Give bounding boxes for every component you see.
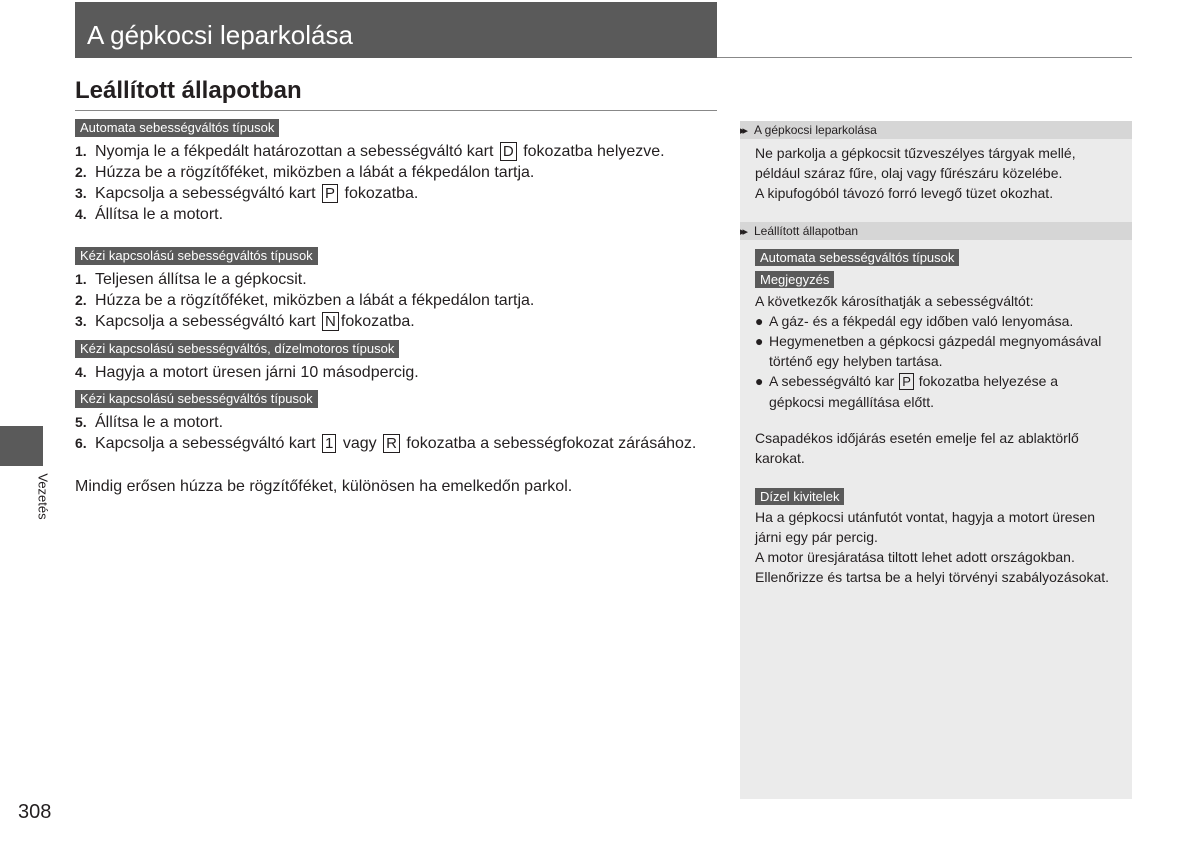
sidebar-diesel-3: A motor üresjáratása tiltott lehet adott országokban. xyxy=(755,549,1075,565)
sidebar-diesel-2: járni egy pár percig. xyxy=(755,529,878,545)
sidebar-diesel-4: Ellenőrizze és tartsa be a helyi törvényi szabályozásokat. xyxy=(755,569,1110,585)
step-manual-6: 6. Kapcsolja a sebességváltó kart 1 vagy R fokozatba a sebességfokozat zárásához. xyxy=(75,435,697,452)
gear-key-r: R xyxy=(383,434,400,453)
sidebar-bullet-1: ● A gáz- és a fékpedál egy időben való lenyomása. xyxy=(755,313,1074,329)
title-divider xyxy=(717,57,1132,58)
sidebar-intro: A következők károsíthatják a sebességváltót: xyxy=(755,293,1034,309)
tag-automatic: Automata sebességváltós típusok xyxy=(75,119,279,137)
step-auto-1: 1. Nyomja le a fékpedált határozottan a sebességváltó kart D fokozatba helyezve. xyxy=(75,143,665,160)
sidebar-text-3: A kipufogóból távozó forró levegő tüzet okozhat. xyxy=(755,185,1054,201)
chapter-label: Vezetés xyxy=(35,473,51,520)
sidebar-tag-automatic: Automata sebességváltós típusok xyxy=(755,249,959,266)
double-chevron-icon: ▸▸ xyxy=(740,125,746,137)
step-auto-2: 2. Húzza be a rögzítőféket, miközben a lábát a fékpedálon tartja. xyxy=(75,164,535,181)
sidebar-text-2: például száraz fűre, olaj vagy fűrészáru közelébe. xyxy=(755,165,1063,181)
page-number: 308 xyxy=(18,801,52,823)
gear-key-p: P xyxy=(899,373,914,390)
section-heading: Leállított állapotban xyxy=(75,77,302,104)
tag-diesel-manual: Kézi kapcsolású sebességváltós, dízelmotoros típusok xyxy=(75,340,399,358)
bullet-icon: ● xyxy=(755,373,764,389)
tag-manual-2: Kézi kapcsolású sebességváltós típusok xyxy=(75,390,318,408)
step-manual-3: 3. Kapcsolja a sebességváltó kart N fokozatba. xyxy=(75,313,415,330)
gear-key-p: P xyxy=(322,184,338,203)
step-manual-2: 2. Húzza be a rögzítőféket, miközben a lábát a fékpedálon tartja. xyxy=(75,292,535,309)
sidebar-rain-1: Csapadékos időjárás esetén emelje fel az ablaktörlő xyxy=(755,430,1079,446)
sidebar-bullet-3-cont: gépkocsi megállítása előtt. xyxy=(769,394,934,410)
sidebar-tag-note: Megjegyzés xyxy=(755,271,834,288)
tag-manual: Kézi kapcsolású sebességváltós típusok xyxy=(75,247,318,265)
closing-note: Mindig erősen húzza be rögzítőféket, különösen ha emelkedőn parkol. xyxy=(75,478,573,495)
page-title-bar xyxy=(75,2,717,58)
step-auto-3: 3. Kapcsolja a sebességváltó kart P fokozatba. xyxy=(75,185,419,202)
sidebar-bullet-2: ● Hegymenetben a gépkocsi gázpedál megnyomásával xyxy=(755,333,1102,349)
gear-key-n: N xyxy=(322,312,339,331)
sidebar-diesel-1: Ha a gépkocsi utánfutót vontat, hagyja a motort üresen xyxy=(755,509,1096,525)
gear-key-1: 1 xyxy=(322,434,336,453)
sidebar-text-1: Ne parkolja a gépkocsit tűzveszélyes tárgyak mellé, xyxy=(755,145,1076,161)
bullet-icon: ● xyxy=(755,313,764,329)
gear-key-d: D xyxy=(500,142,517,161)
sidebar-rain-2: karokat. xyxy=(755,450,805,466)
step-diesel-4: 4. Hagyja a motort üresen járni 10 másodpercig. xyxy=(75,364,419,381)
step-manual-5: 5. Állítsa le a motort. xyxy=(75,414,224,431)
bullet-icon: ● xyxy=(755,333,764,349)
page-title: A gépkocsi leparkolása xyxy=(87,20,353,50)
sidebar-bullet-3: ● A sebességváltó kar P fokozatba helyezése a xyxy=(755,373,1059,389)
sidebar-tag-diesel: Dízel kivitelek xyxy=(755,488,844,505)
sidebar-bullet-2-cont: történő egy helyben tartása. xyxy=(769,353,943,369)
chapter-tab xyxy=(0,426,43,466)
step-manual-1: 1. Teljesen állítsa le a gépkocsit. xyxy=(75,271,307,288)
section-divider xyxy=(75,110,717,111)
step-auto-4: 4. Állítsa le a motort. xyxy=(75,206,224,223)
sidebar-head-parking: ▸▸ A gépkocsi leparkolása xyxy=(740,121,1132,139)
double-chevron-icon: ▸▸ xyxy=(740,226,746,238)
sidebar-head-stopped: ▸▸ Leállított állapotban xyxy=(740,222,1132,240)
